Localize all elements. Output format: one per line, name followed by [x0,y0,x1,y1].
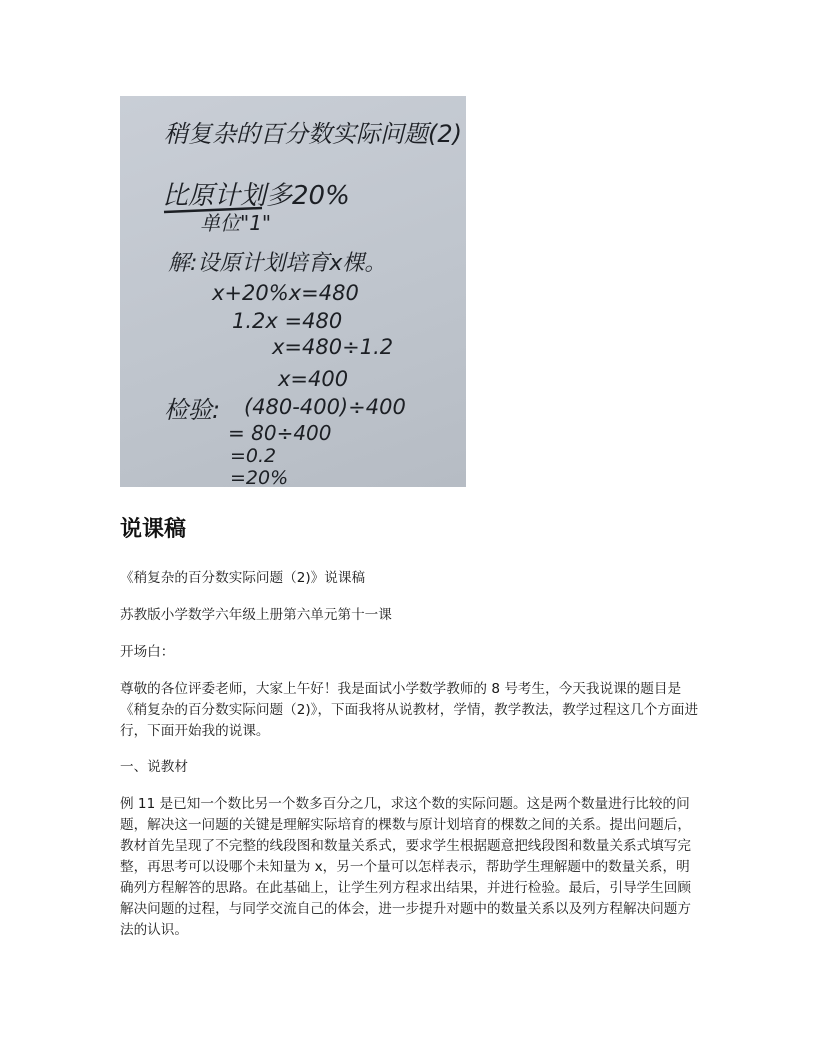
handwritten-notes-photo [120,96,466,487]
section-heading-textbook: 一、说教材 [120,759,188,775]
handwriting-svg [120,96,466,487]
paragraph-title-line: 《稍复杂的百分数实际问题（2)》说课稿 [120,570,366,586]
photo-eq-1: x+20%x=480 [212,281,359,305]
photo-check-1: (480-400)÷400 [244,395,406,419]
paragraph-textbook-info: 苏教版小学数学六年级上册第六单元第十一课 [120,607,392,623]
photo-eq-3: x=480÷1.2 [272,335,394,359]
photo-line-1: 比原计划多20% [162,181,350,211]
photo-check-3: =0.2 [230,445,277,467]
document-heading: 说课稿 [120,517,187,542]
photo-check-4: =20% [230,467,289,487]
photo-check-2: = 80÷400 [228,421,332,445]
photo-eq-2: 1.2x =480 [232,309,343,333]
paragraph-opening-remarks: 尊敬的各位评委老师，大家上午好！我是面试小学数学教师的 8 号考生，今天我说课的题目是《稍复杂的百分数实际问题（2)》，下面我将从说教材，学情，教学教法，教学过程这几个方面进行，下面开始我的说课。 [120,681,699,739]
photo-line-2: 单位"1" [200,211,272,235]
photo-title: 稍复杂的百分数实际问题(2) [164,120,462,148]
paragraph-textbook-analysis: 例 11 是已知一个数比另一个数多百分之几，求这个数的实际问题。这是两个数量进行比较的问题，解决这一问题的关键是理解实际培育的棵数与原计划培育的棵数之间的关系。提出问题后，教材首先呈现了不完整的线段图和数量关系式，要求学生根据题意把线段图和数量关系式填写完整，再思考可以设哪个未知量为 x，另一个量可以怎样表示，帮助学生理解题中的数量关系，明确列方程解答的思路。在此基础上，让学生列方程求出结果，并进行检验。最后，引导学生回顾解决问题的过程，与同学交流自己的体会，进一步提升对题中的数量关系以及列方程解决问题方法的认识。 [120,796,691,938]
photo-line-3: 解:设原计划培育x棵。 [168,251,387,276]
paragraph-opening-label: 开场白： [120,644,175,660]
photo-check-label: 检验: [164,396,221,424]
photo-eq-4: x=400 [278,367,349,391]
